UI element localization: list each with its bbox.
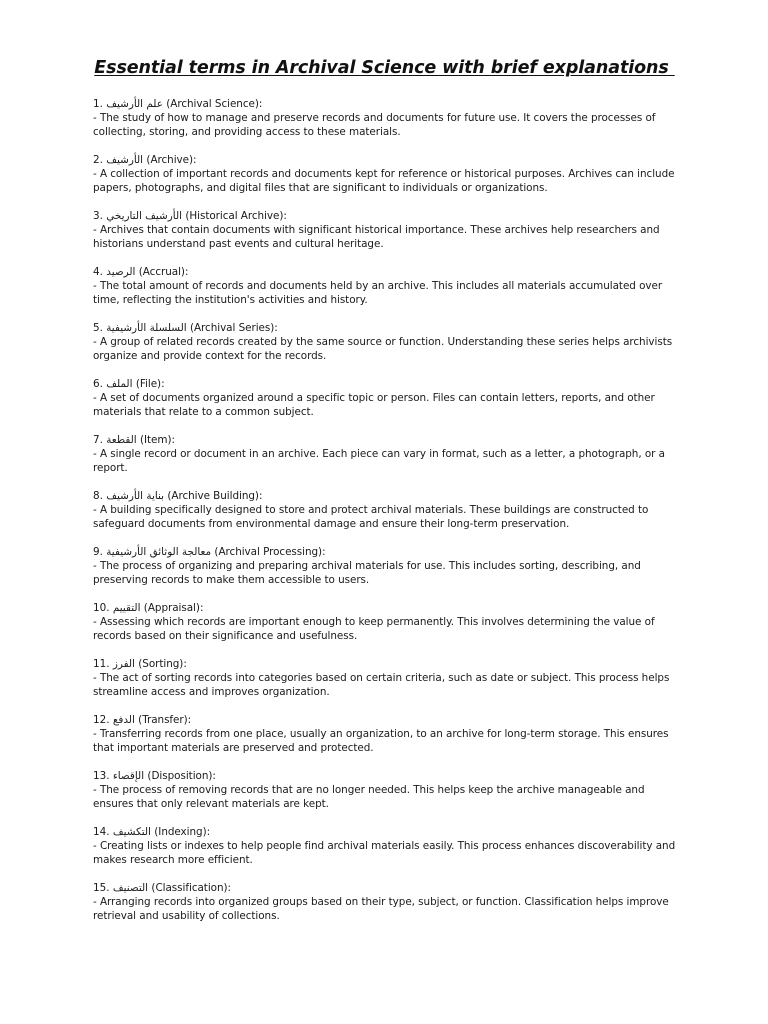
term-entry [93, 377, 676, 419]
term-english: (Historical Archive): [185, 210, 287, 222]
term-entry [93, 657, 676, 699]
term-english: (Archive Building): [167, 490, 263, 502]
term-number: 6. [93, 378, 103, 390]
term-english: (Item): [139, 434, 176, 446]
term-english: (Archival Science): [166, 98, 263, 110]
term-english: (Appraisal): [143, 602, 204, 614]
term-english: (Transfer): [138, 714, 192, 726]
term-description: - A group of related records created by the same source or function. Understanding these series helps archivists organize and provide context for the records. [93, 336, 673, 362]
term-number: 9. [93, 546, 103, 558]
term-heading [93, 433, 676, 447]
term-description: - The total amount of records and documents held by an archive. This includes all materials accumulated over time, reflecting the institution's activities and history. [93, 280, 663, 306]
term-entry [93, 545, 676, 587]
term-arabic: التصنيف [112, 882, 149, 894]
term-description: - A set of documents organized around a specific topic or person. Files can contain letters, reports, and other materials that relate to a common subject. [93, 392, 655, 418]
term-english: (Archival Processing): [214, 546, 326, 558]
term-entry [93, 881, 676, 923]
term-entry [93, 321, 676, 363]
term-description: - Transferring records from one place, usually an organization, to an archive for long-term storage. This ensures that important materials are preserved and protected. [93, 728, 669, 754]
term-number: 1. [93, 98, 103, 110]
term-number: 7. [93, 434, 103, 446]
term-description: - A single record or document in an archive. Each piece can vary in format, such as a letter, a photograph, or a report. [93, 448, 665, 474]
term-entry [93, 713, 676, 755]
term-entry [93, 433, 676, 475]
term-number: 8. [93, 490, 103, 502]
term-arabic: الدفع [112, 714, 135, 726]
term-entry [93, 769, 676, 811]
term-description: - Creating lists or indexes to help people find archival materials easily. This process enhances discoverability and makes research more efficient. [93, 840, 676, 866]
term-heading [93, 209, 676, 223]
term-description: - The act of sorting records into categories based on certain criteria, such as date or subject. This process helps streamline access and improves organization. [93, 672, 670, 698]
term-entry [93, 209, 676, 251]
term-heading [93, 545, 676, 559]
term-english: (Archival Series): [189, 322, 278, 334]
term-arabic: معالجة الوثائق الأرشيفية [106, 546, 212, 558]
term-heading [93, 153, 676, 167]
term-arabic: السلسلة الأرشيفية [106, 322, 187, 334]
term-description: - The study of how to manage and preserve records and documents for future use. It covers the processes of collecting, storing, and providing access to these materials. [93, 112, 656, 138]
term-arabic: علم الأرشيف [106, 98, 163, 110]
term-number: 5. [93, 322, 103, 334]
term-description: - The process of removing records that are no longer needed. This helps keep the archive manageable and ensures that only relevant materials are kept. [93, 784, 645, 810]
term-number: 2. [93, 154, 103, 166]
term-arabic: الإقصاء [112, 770, 145, 782]
term-heading [93, 769, 676, 783]
document-title: Essential terms in Archival Science with brief explanations [94, 58, 675, 78]
term-entry [93, 97, 676, 139]
term-arabic: التكشيف [112, 826, 151, 838]
term-heading [93, 713, 676, 727]
term-number: 13. [93, 770, 110, 782]
term-heading [93, 657, 676, 671]
term-arabic: التقييم [112, 602, 141, 614]
term-heading [93, 825, 676, 839]
term-description: - Assessing which records are important enough to keep permanently. This involves determining the value of records based on their significance and usefulness. [93, 616, 655, 642]
term-heading [93, 377, 676, 391]
term-entry [93, 825, 676, 867]
term-heading [93, 601, 676, 615]
term-description: - Archives that contain documents with significant historical importance. These archives help researchers and historians understand past events and cultural heritage. [93, 224, 660, 250]
term-heading [93, 321, 676, 335]
term-english: (File): [135, 378, 165, 390]
term-english: (Indexing): [154, 826, 211, 838]
term-entry [93, 489, 676, 531]
term-entry [93, 153, 676, 195]
term-number: 3. [93, 210, 103, 222]
term-arabic: الرصيد [106, 266, 136, 278]
term-arabic: الملف [106, 378, 133, 390]
term-number: 14. [93, 826, 110, 838]
term-number: 15. [93, 882, 110, 894]
term-heading [93, 97, 676, 111]
term-english: (Disposition): [147, 770, 216, 782]
term-arabic: الأرشيف التاريخي [106, 210, 183, 222]
term-number: 4. [93, 266, 103, 278]
terms-list [93, 97, 676, 923]
term-arabic: القطعة [106, 434, 137, 446]
term-heading [93, 881, 676, 895]
term-description: - A building specifically designed to store and protect archival materials. These buildings are constructed to safeguard documents from environmental damage and ensure their long-term preservation. [93, 504, 649, 530]
term-description: - Arranging records into organized groups based on their type, subject, or function. Classification helps improve retrieval and usability of collections. [93, 896, 669, 922]
term-number: 11. [93, 658, 110, 670]
term-entry [93, 601, 676, 643]
term-description: - The process of organizing and preparing archival materials for use. This includes sorting, describing, and preserving records to make them accessible to users. [93, 560, 641, 586]
term-number: 12. [93, 714, 110, 726]
term-english: (Sorting): [138, 658, 187, 670]
term-heading [93, 265, 676, 279]
term-number: 10. [93, 602, 110, 614]
term-arabic: الأرشيف [106, 154, 144, 166]
term-english: (Archive): [146, 154, 197, 166]
term-english: (Classification): [151, 882, 232, 894]
term-description: - A collection of important records and documents kept for reference or historical purposes. Archives can include papers, photographs, and digital files that are significant to individuals or organizations. [93, 168, 675, 194]
term-english: (Accrual): [138, 266, 189, 278]
term-arabic: بناية الأرشيف [106, 490, 165, 502]
term-heading [93, 489, 676, 503]
term-arabic: الفرز [112, 658, 135, 670]
term-entry [93, 265, 676, 307]
